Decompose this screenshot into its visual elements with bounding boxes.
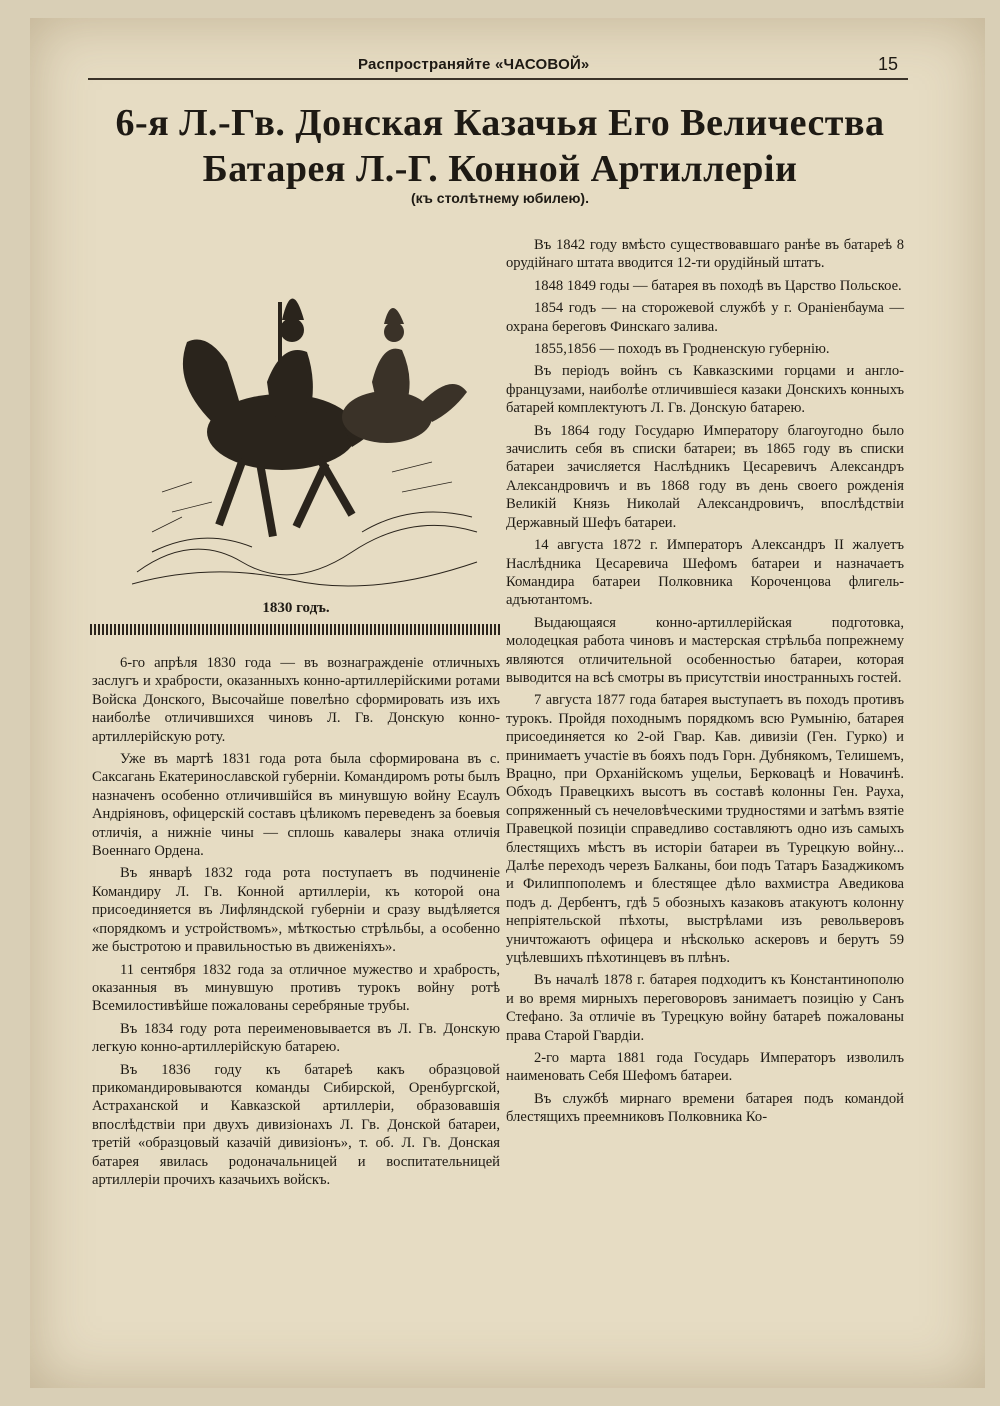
article-title-line1: 6-я Л.-Гв. Донская Казачья Его Величества [115, 102, 885, 144]
paragraph: Въ періодъ войнъ съ Кавказскими горцами и англо-французами, наиболѣе отличившіеся казаки Донскихъ конныхъ батарей комплектуютъ Л. Гв. Донскую батарею. [506, 363, 904, 417]
paragraph: Въ началѣ 1878 г. батарея подходитъ къ Константинополю и во время мирныхъ переговоровъ занимаетъ позицію у Санъ Стефано. За отличіе въ Турецкую войну батареѣ пожалованы права Старой Гвардіи. [506, 972, 904, 1044]
header-title: Распространяйте «ЧАСОВОЙ» [358, 56, 590, 73]
paragraph: 1854 годъ — на сторожевой службѣ у г. Ораніенбаума — охрана береговъ Финскаго залива. [506, 300, 904, 335]
paragraph: Въ 1842 году вмѣсто существовавшаго ранѣе въ батареѣ 8 орудійнаго штата вводится 12-ти орудійный штатъ. [506, 237, 904, 272]
left-column [92, 654, 500, 1193]
paragraph: Въ январѣ 1832 года рота поступаетъ въ подчиненіе Командиру Л. Гв. Конной артиллеріи, къ которой она присоединяется въ Лифляндской губерніи и сразу выдѣляется «порядкомъ и устройствомъ», мѣткостью стрѣльбы, а особенно же быстротою и правильностью въ движеніяхъ». [92, 865, 500, 956]
paragraph: Въ 1864 году Государю Императору благоугодно было зачислить себя въ списки батареи; въ 1865 году въ списки батареи зачисляется Наслѣдникъ Цесаревичъ Александръ Александровичъ и въ 1868 году въ день своего рожденія Великій Князь Николай Александровичъ, впослѣдствіи Державный Шефъ батареи. [506, 422, 904, 531]
image-caption: 1830 годъ. [262, 600, 330, 616]
paragraph: 6-го апрѣля 1830 года — въ вознагражденіе отличныхъ заслугъ и храбрости, оказанныхъ конно-артиллерійскими ротами Войска Донского, Высочайше повелѣно сформировать изъ ихъ наиболѣе отличившихся чиновъ Л. Гв. Донскую конно-артиллерійскую роту. [92, 655, 500, 745]
article-subtitle: (къ столѣтнему юбилею). [411, 190, 589, 206]
article-title-line2: Батарея Л.-Г. Конной Артиллеріи [202, 148, 798, 190]
paragraph: 2-го марта 1881 года Государь Императоръ изволилъ наименовать Себя Шефомъ батареи. [506, 1050, 904, 1085]
page-header [88, 52, 908, 80]
paragraph: Въ 1836 году къ батареѣ какъ образцовой прикомандировываются команды Сибирской, Оренбургской, Астраханской и Кавказской артиллеріи, образовавшія впослѣдствіи при двухъ дивизіонахъ Л. Гв. Донской батареи, третій «образцовый казачій дивизіонъ», т. об. Л. Гв. Донская батарея явилась родоначальницей и воспитательницей артиллеріи прочихъ казачьихъ войскъ. [92, 1061, 500, 1188]
article-title [95, 100, 905, 192]
paragraph: 1855,1856 — походъ въ Гродненскую губернію. [534, 341, 830, 358]
paragraph: 7 августа 1877 года батарея выступаетъ въ походъ противъ турокъ. Пройдя походнымъ порядкомъ всю Румынію, батарея присоединяется ко 2-ой Гвар. Кав. дивизіи (Ген. Гурко) и принимаетъ участіе въ бояхъ подъ Горн. Дубнякомъ, Телишемъ, Врацно, при Орханійскомъ ущельи, Берковацѣ и Новачинѣ. Обходъ Правецкихъ высотъ въ составѣ колонны Ген. Рауха, сопряженный съ нечеловѣческими трудностями и затѣмъ взятіе Правецкой позиціи справедливо составляютъ одно изъ самыхъ блестящихъ мѣстъ въ исторіи батареи въ Турецкую войну... Далѣе переходъ черезъ Балканы, бои подъ Татаръ Базаджикомъ и Филиппополемъ и блестящее дѣло вахмистра Аведикова подъ д. Дербентъ, гдѣ 5 обозныхъ казаковъ атакуютъ колонну непріятельской пѣхоты, выстрѣлами изъ револьверовъ уничтожаютъ офицера и нѣсколько аскеровъ и берутъ 59 уцѣлевшихъ пѣхотинцевъ въ плѣнъ. [506, 692, 904, 967]
paragraph: Въ службѣ мирнаго времени батарея подъ командой блестящихъ преемниковъ Полковника Ко- [506, 1090, 904, 1126]
cavalry-engraving-illustration [132, 232, 482, 592]
paragraph: 11 сентября 1832 года за отличное мужество и храбрость, оказанныя въ минувшую противъ турокъ войну ротѣ Всемилостивѣйше пожалованы серебряные трубы. [92, 961, 500, 1015]
page-number: 15 [877, 54, 898, 74]
paragraph: Уже въ мартѣ 1831 года рота была сформирована въ с. Саксагань Екатеринославской губерніи. Командиромъ роты былъ назначенъ особенно отличившійся въ минувшую войну Есаулъ Андріяновъ, офицерскій составъ цѣликомъ переведенъ за боевыя отличія, а нижніе чины — сплошь кавалеры знака отличія Военнаго Ордена. [92, 751, 500, 860]
paragraph: Выдающаяся конно-артиллерійская подготовка, молодецкая работа чиновъ и мастерская стрѣльба попрежнему являются отличительной особенностью батареи, которая выводится на всѣ смотры въ присутствіи иностранныхъ гостей. [506, 614, 904, 686]
paragraph: 1848 1849 годы — батарея въ походѣ въ Царство Польское. [534, 277, 902, 294]
paragraph: 14 августа 1872 г. Императоръ Александръ II жалуетъ Наслѣдника Цесаревича Шефомъ батареи и назначаетъ Командира батареи Полковника Короченцова флигель-адъютантомъ. [506, 537, 904, 609]
paragraph: Въ 1834 году рота переименовывается въ Л. Гв. Донскую легкую конно-артиллерійскую батарею. [92, 1020, 500, 1056]
decorative-rule [90, 624, 500, 635]
right-column [506, 236, 904, 1131]
